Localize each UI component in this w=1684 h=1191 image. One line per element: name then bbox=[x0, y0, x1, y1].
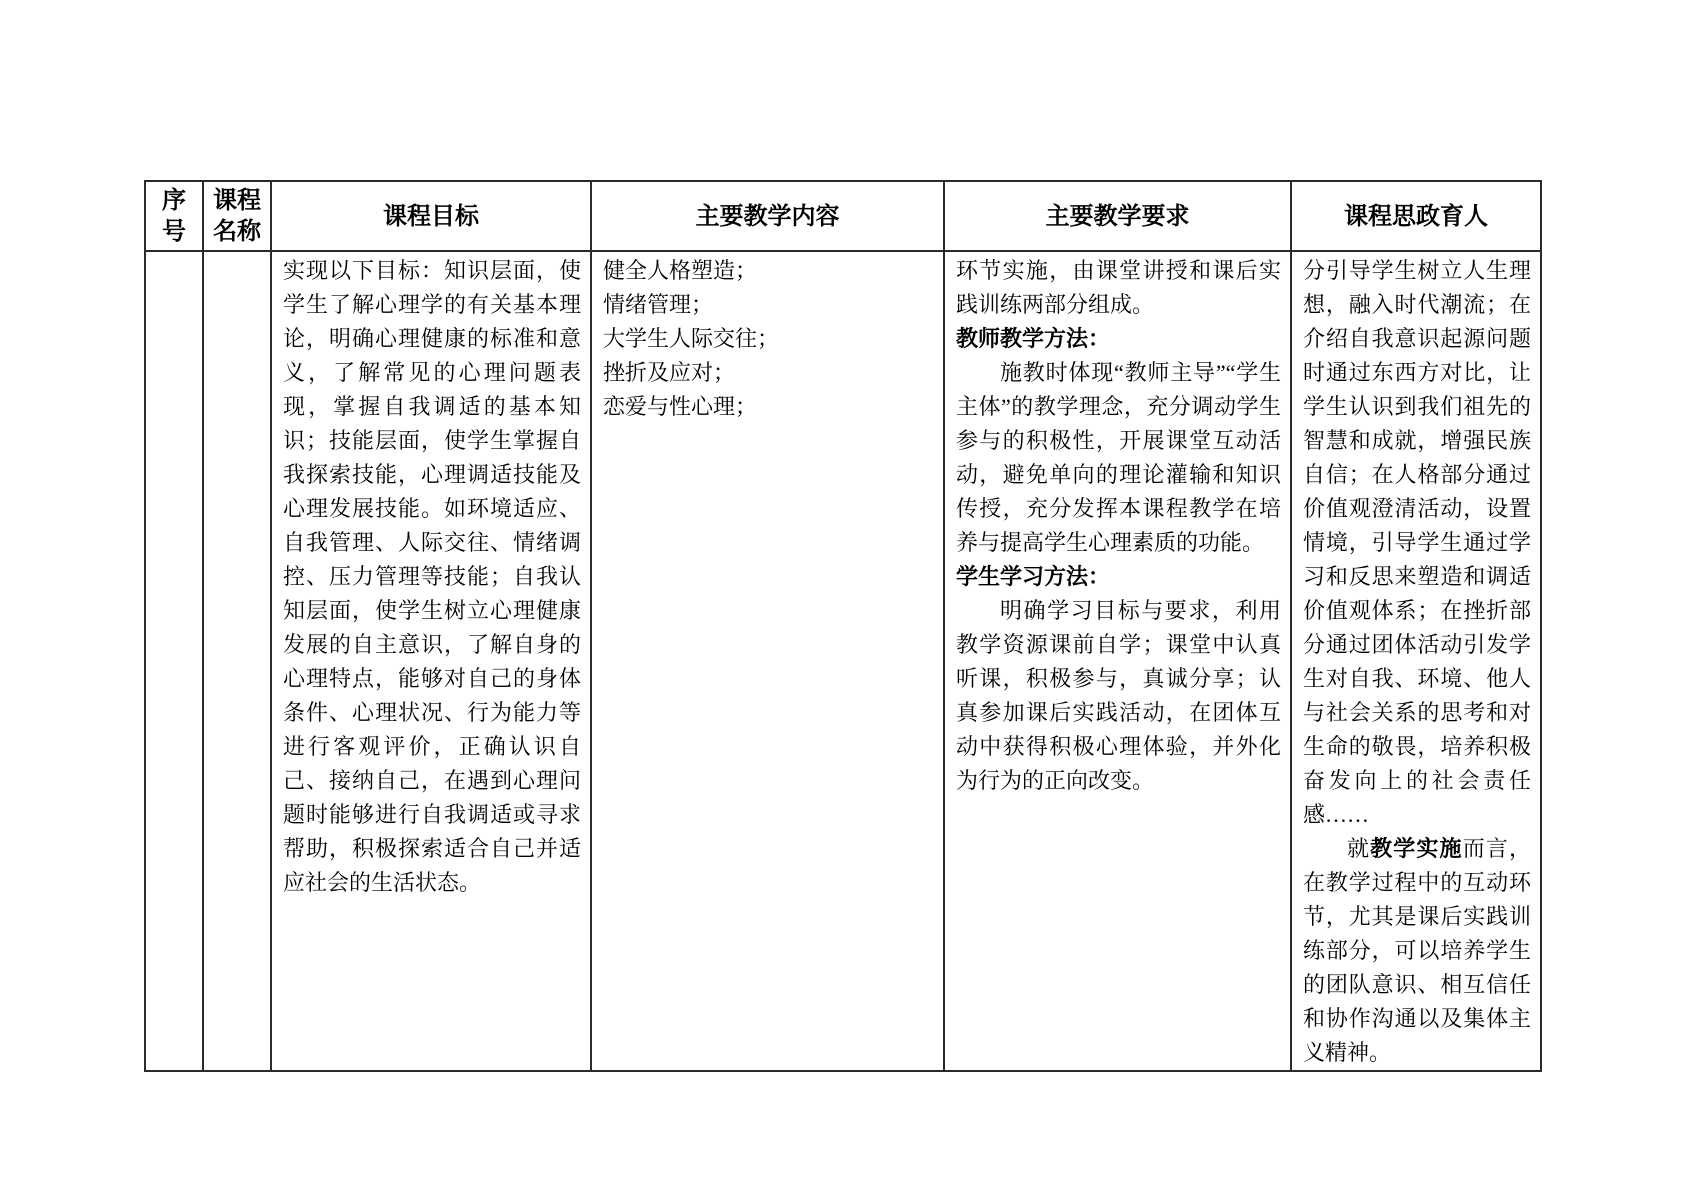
teacher-method-heading: 教师教学方法： bbox=[956, 326, 1111, 351]
header-teaching-content: 主要教学内容 bbox=[591, 181, 944, 251]
requirements-intro: 环节实施，由课堂讲授和课后实践训练两部分组成。 bbox=[956, 258, 1281, 317]
course-objectives-text: 实现以下目标：知识层面，使学生了解心理学的有关基本理论，明确心理健康的标准和意义，了解常见的心理问题表现，掌握自我调适的基本知识；技能层面，使学生掌握自我探索技能，心理调适技能及心理发展技能。如环境适应、自我管理、人际交往、情绪调控、压力管理等技能；自我认知层面，使学生树立心理健康发展的自主意识，了解自身的心理特点，能够对自己的身体条件、心理状况、行为能力等进行客观评价，正确认识自己、接纳自己，在遇到心理问题时能够进行自我调适或寻求帮助，积极探索适合自己并适应社会的生活状态。 bbox=[283, 258, 581, 895]
cell-teaching-content bbox=[591, 251, 944, 1071]
ideology-p2-bold: 教学实施 bbox=[1370, 836, 1463, 861]
ideology-text: 分引导学生树立人生理想，融入时代潮流；在介绍自我意识起源问题时通过东西方对比，让学生认识到我们祖先的智慧和成就，增强民族自信；在人格部分通过价值观澄清活动，设置情境，引导学生通过学习和反思来塑造和调适价值观体系；在挫折部分通过团体活动引发学生对自我、环境、他人与社会关系的思考和对生命的敬畏，培养积极奋发向上的社会责任感…… bbox=[1303, 258, 1531, 827]
header-row bbox=[145, 181, 1541, 251]
cell-course-name bbox=[203, 251, 271, 1071]
table-row bbox=[145, 251, 1541, 1071]
cell-serial-number bbox=[145, 251, 203, 1071]
header-teaching-requirements: 主要教学要求 bbox=[944, 181, 1291, 251]
student-method-text: 明确学习目标与要求，利用教学资源课前自学；课堂中认真听课，积极参与，真诚分享；认真参加课后实践活动，在团体互动中获得积极心理体验，并外化为行为的正向改变。 bbox=[956, 598, 1281, 793]
header-ideological-education: 课程思政育人 bbox=[1291, 181, 1541, 251]
content-item: 大学生人际交往； bbox=[603, 326, 780, 351]
header-course-objectives: 课程目标 bbox=[271, 181, 591, 251]
header-course-name: 课程 名称 bbox=[203, 181, 271, 251]
content-item: 恋爱与性心理； bbox=[603, 394, 758, 419]
ideology-implementation-text bbox=[1303, 832, 1531, 1070]
ideology-p2-post: 而言，在教学过程中的互动环节，尤其是课后实践训练部分，可以培养学生的团队意识、相互信任和协作沟通以及集体主义精神。 bbox=[1303, 836, 1531, 1065]
course-syllabus-table bbox=[144, 180, 1542, 1072]
content-item: 健全人格塑造； bbox=[603, 258, 758, 283]
header-serial-number: 序 号 bbox=[145, 181, 203, 251]
student-method-heading: 学生学习方法： bbox=[956, 564, 1111, 589]
content-item: 挫折及应对； bbox=[603, 360, 736, 385]
content-item: 情绪管理； bbox=[603, 292, 714, 317]
ideology-p2-pre: 就 bbox=[1347, 836, 1371, 861]
cell-ideological-education bbox=[1291, 251, 1541, 1071]
teacher-method-text: 施教时体现“教师主导”“学生主体”的教学理念，充分调动学生参与的积极性，开展课堂互动活动，避免单向的理论灌输和知识传授，充分发挥本课程教学在培养与提高学生心理素质的功能。 bbox=[956, 360, 1281, 555]
cell-teaching-requirements bbox=[944, 251, 1291, 1071]
cell-course-objectives bbox=[271, 251, 591, 1071]
